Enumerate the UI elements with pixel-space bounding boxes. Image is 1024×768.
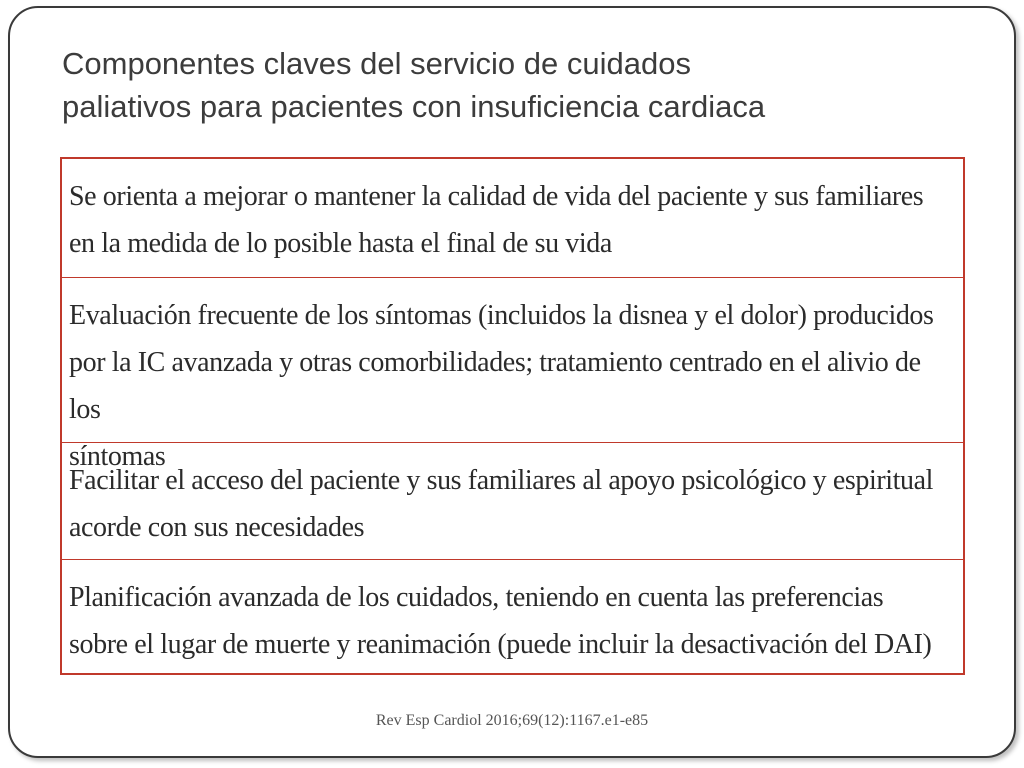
row-3-line-2: acorde con sus necesidades <box>69 512 365 543</box>
row-4-line-1: Planificación avanzada de los cuidados, teniendo en cuenta las preferencias <box>69 582 884 613</box>
row-2-line-2: por la IC avanzada y otras comorbilidades; tratamiento centrado en el alivio de los <box>69 347 921 425</box>
title-line-2: paliativos para pacientes con insuficiencia cardiaca <box>62 89 766 124</box>
table-row <box>62 277 963 472</box>
components-table <box>60 157 965 675</box>
row-1-line-2: en la medida de lo posible hasta el final de su vida <box>69 228 612 259</box>
row-4-line-2: sobre el lugar de muerte y reanimación (puede incluir la desactivación del DAI) <box>69 629 932 660</box>
row-2-line-1: Evaluación frecuente de los síntomas (incluidos la disnea y el dolor) producidos <box>69 300 934 331</box>
row-3-line-1: Facilitar el acceso del paciente y sus familiares al apoyo psicológico y espiritual <box>69 465 934 496</box>
title-line-1: Componentes claves del servicio de cuidados <box>62 46 691 81</box>
row-2-line-3: síntomas <box>69 441 166 472</box>
slide-title <box>62 42 962 128</box>
row-1-line-1: Se orienta a mejorar o mantener la calidad de vida del paciente y sus familiares <box>69 181 924 212</box>
table-row <box>62 442 963 559</box>
table-row <box>62 159 963 277</box>
citation: Rev Esp Cardiol 2016;69(12):1167.e1-e85 <box>375 712 649 729</box>
table-row <box>62 559 963 675</box>
